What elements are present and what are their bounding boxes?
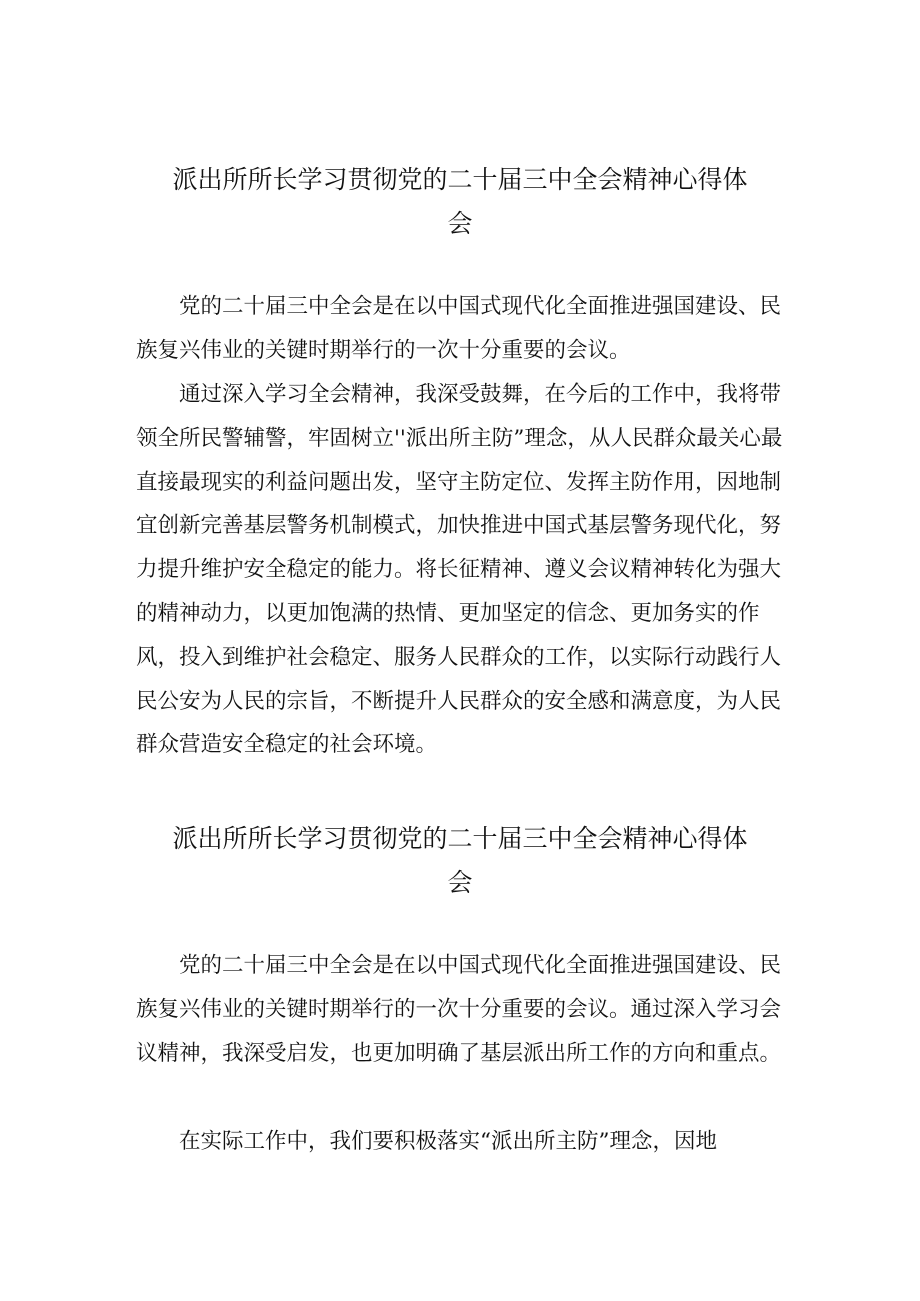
body-paragraph: 通过深入学习全会精神，我深受鼓舞，在今后的工作中，我将带领全所民警辅警，牢固树立''派出所主防”理念，从人民群众最关心最直接最现实的利益问题出发，坚守主防定位、发挥主防作用，因地制宜创新完善基层警务机制模式，加快推进中国式基层警务现代化，努力提升维护安全稳定的能力。将长征精神、遵义会议精神转化为强大的精神动力，以更加饱满的热情、更加坚定的信念、更加务实的作风，投入到维护社会稳定、服务人民群众的工作，以实际行动践行人民公安为人民的宗旨，不断提升人民群众的安全感和满意度，为人民群众营造安全稳定的社会环境。 [136, 382, 783, 758]
section-title-line: 派出所所长学习贯彻党的二十届三中全会精神心得体 [172, 824, 748, 853]
body-paragraph: 党的二十届三中全会是在以中国式现代化全面推进强国建设、民族复兴伟业的关键时期举行的一次十分重要的会议。 [136, 294, 782, 363]
body-paragraph: 党的二十届三中全会是在以中国式现代化全面推进强国建设、民族复兴伟业的关键时期举行的一次十分重要的会议。通过深入学习会议精神，我深受启发，也更加明确了基层派出所工作的方向和重点。 [136, 953, 782, 1066]
section-title [0, 158, 920, 246]
section-title-line: 会 [447, 868, 473, 897]
section-title [0, 817, 920, 905]
section-title-line: 会 [447, 209, 473, 238]
section-title-line: 派出所所长学习贯彻党的二十届三中全会精神心得体 [172, 165, 748, 194]
body-paragraph: 在实际工作中，我们要积极落实“派出所主防”理念，因地 [179, 1129, 717, 1154]
